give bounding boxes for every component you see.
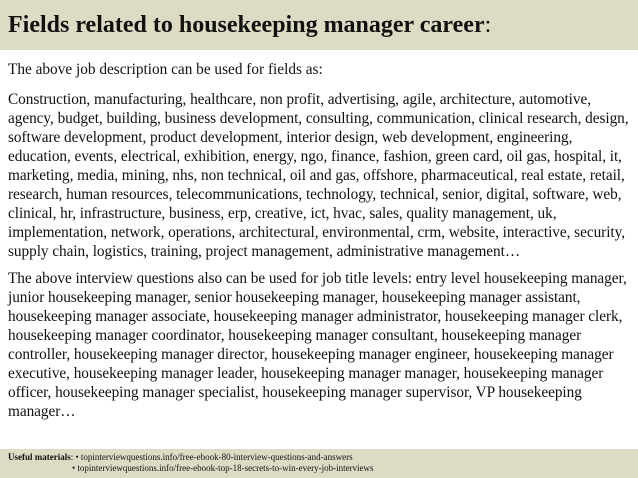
page-title — [8, 10, 491, 40]
footer-separator: : — [70, 452, 76, 462]
footer-line-1 — [8, 452, 374, 463]
title-colon: : — [484, 12, 492, 38]
fields-paragraph: Construction, manufacturing, healthcare, non profit, advertising, agile, architecture, automotive, agency, budget, building, business development, consulting, communication, clinical research, design, software development, product development, interior design, web development, engineering, education, events, electrical, exhibition, energy, ngo, finance, fashion, green card, oil gas, hospital, it, marketing, media, mining, nhs, non technical, oil and gas, offshore, pharmaceutical, real estate, retail, research, human resources, telecommunications, technology, technical, senior, digital, software, web, clinical, hr, infrastructure, business, erp, creative, ict, hvac, sales, quality management, uk, implementation, network, operations, architectural, environmental, crm, website, interactive, security, supply chain, logistics, training, project management, administrative management… — [8, 91, 629, 260]
job-titles-paragraph: The above interview questions also can be used for job title levels: entry level housekeeping manager, junior housekeeping manager, senior housekeeping manager, housekeeping manager assistant, housekeeping manager associate, housekeeping manager administrator, housekeeping manager clerk, housekeeping manager coordinator, housekeeping manager consultant, housekeeping manager controller, housekeeping manager director, housekeeping manager engineer, housekeeping manager executive, housekeeping manager leader, housekeeping manager manager, housekeeping manager officer, housekeeping manager specialist, housekeeping manager supervisor, VP housekeeping manager… — [8, 270, 627, 420]
title-text: Fields related to housekeeping manager career — [8, 12, 485, 38]
footer-link-1[interactable]: • topinterviewquestions.info/free-ebook-80-interview-questions-and-answers — [75, 452, 353, 462]
footer-line-2 — [8, 463, 374, 474]
footer-label: Useful materials — [8, 452, 71, 462]
slide-content — [8, 60, 632, 429]
intro-text: The above job description can be used for fields as: — [8, 61, 323, 78]
footer-link-2[interactable]: • topinterviewquestions.info/free-ebook-top-18-secrets-to-win-every-job-interviews — [72, 463, 374, 473]
footer — [8, 452, 374, 474]
